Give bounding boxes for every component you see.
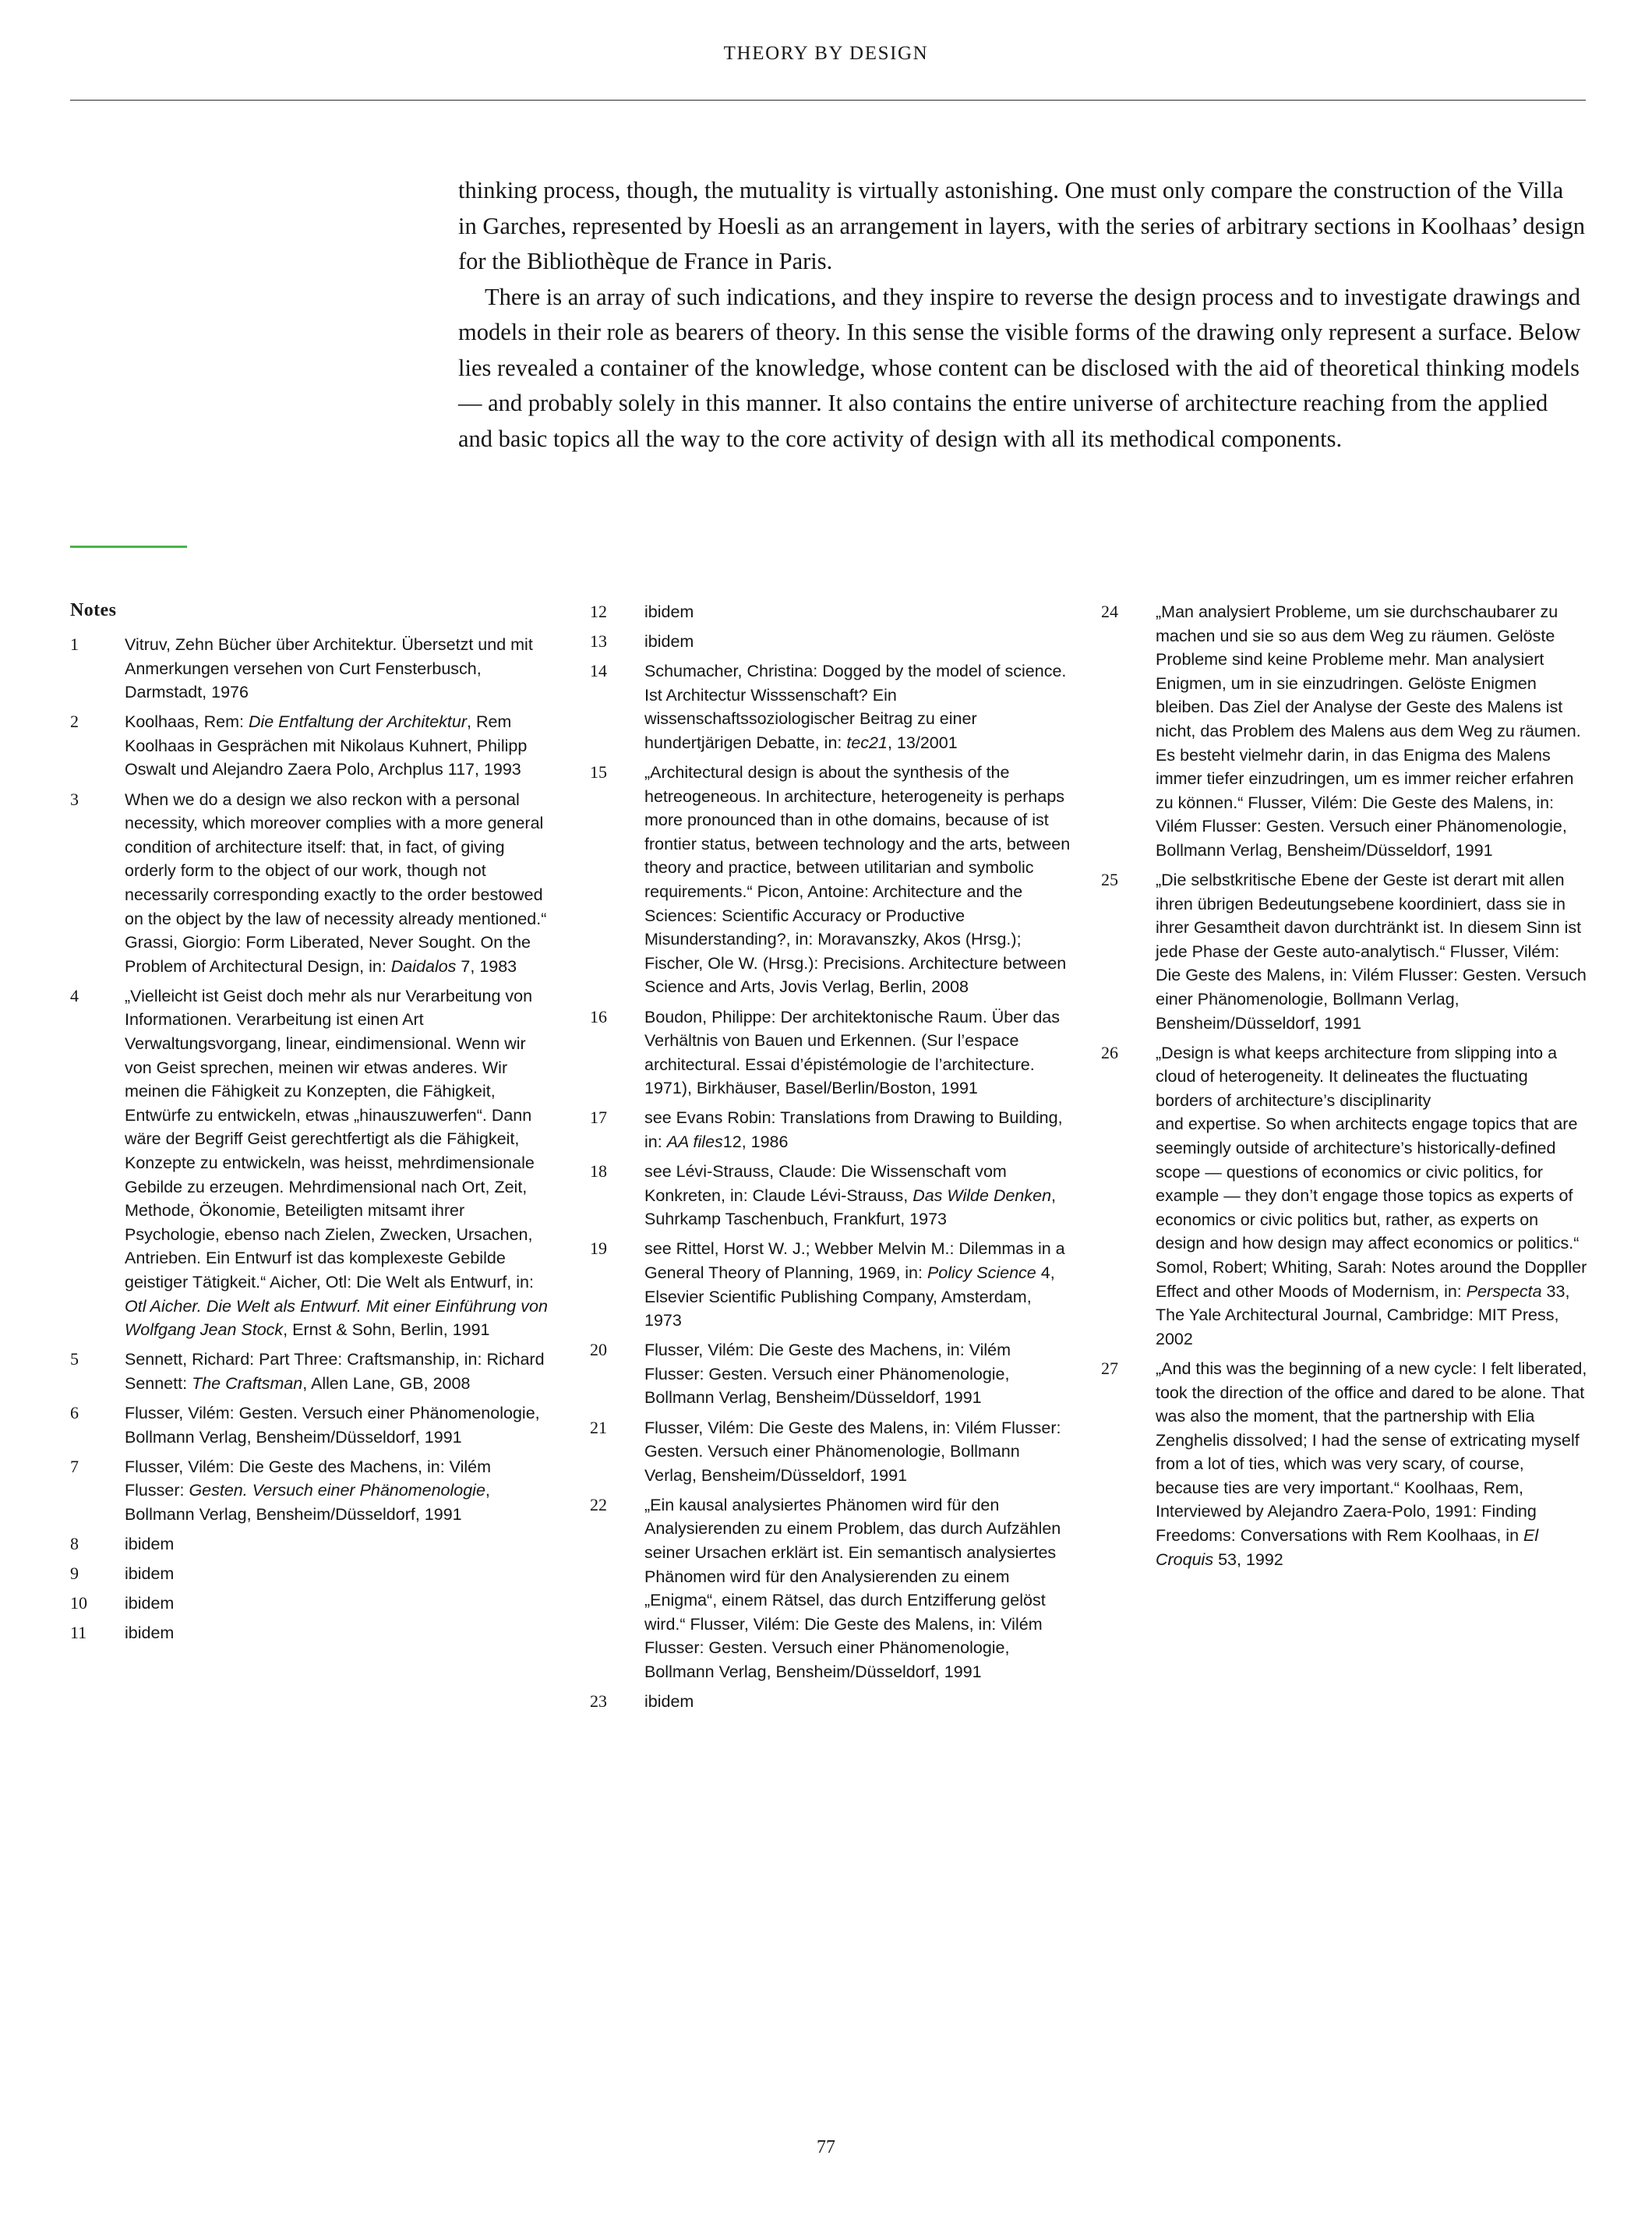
note-number: 22: [590, 1494, 607, 1514]
note-entry: [70, 1455, 553, 1527]
running-head: THEORY BY DESIGN: [723, 43, 929, 64]
note-number: 7: [70, 1456, 79, 1476]
note-number: 2: [70, 712, 79, 732]
header-divider: [70, 100, 1586, 101]
notes-column-2: [590, 600, 1073, 1719]
note-entry: [70, 1348, 553, 1395]
note-number: 12: [590, 602, 607, 621]
note-entry: [70, 1532, 553, 1556]
note-text: Flusser, Vilém: Die Geste des Machens, in: Vilém Flusser: Gesten. Versuch einer Phänomenologie, Bollmann Verlag, Bensheim/Düsseldorf, 1991: [644, 1341, 1011, 1408]
note-text: „Architectural design is about the synthesis of the hetreogeneous. In architecture, heterogeneity is perhaps more pronounced than in othe domains, because of ist frontier status, between technology and the arts, between theory and practice, between utilitarian and symbolic requirements.“ Picon, Antoine: Architecture and the Sciences: Scientific Accuracy or Productive Misunderstanding?, in: Moravanszky, Akos (Hrsg.); Fischer, Ole W. (Hrsg.): Precisions. Architecture between Science and Arts, Jovis Verlag, Berlin, 2008: [644, 763, 1071, 997]
note-number: 1: [70, 634, 79, 654]
note-text: see Rittel, Horst W. J.; Webber Melvin M.: Dilemmas in a General Theory of Planning, 1969, in: Policy Science 4, Elsevier Scientific Publishing Company, Amsterdam, 1973: [644, 1239, 1065, 1330]
note-entry: [590, 1160, 1073, 1231]
note-entry: [70, 1621, 553, 1645]
note-entry: [590, 659, 1073, 754]
note-entry: [1101, 1041, 1588, 1352]
note-number: 19: [590, 1238, 607, 1259]
note-text: Flusser, Vilém: Gesten. Versuch einer Phänomenologie, Bollmann Verlag, Bensheim/Düsseldorf, 1991: [125, 1403, 540, 1447]
note-text: „And this was the beginning of a new cycle: I felt liberated, took the direction of the office and dared to be alone. That was also the moment, that the partnership with Elia Zenghelis dissolved; I had the sense of extricating myself from a lot of ties, which was very scary, of course, because ties are very important.“ Koolhaas, Rem, Interviewed by Alejandro Zaera-Polo, 1991: Finding Freedoms: Conversations with Rem Koolhaas, in El Croquis 53, 1992: [1156, 1359, 1587, 1569]
note-text: „Design is what keeps architecture from slipping into a cloud of heterogeneity. It delineates the fluctuating borders of architecture’s disciplinarity and expertise. So when architects engage topics that are seemingly outside of architecture’s historically-defined scope — questions of economics or civic politics, for example — they don’t engage those topics as experts of economics or civic politics but, rather, as experts on design and how design may affect economics or politics.“ Somol, Robert; Whiting, Sarah: Notes around the Doppller Effect and other Moods of Modernism, in: Perspecta 33, The Yale Architectural Journal, Cambridge: MIT Press, 2002: [1156, 1043, 1587, 1348]
note-text: ibidem: [125, 1534, 175, 1553]
note-entry: [70, 1592, 553, 1616]
note-number: 13: [590, 631, 607, 652]
note-entry: [590, 1106, 1073, 1154]
note-text: ibidem: [125, 1624, 175, 1643]
note-entry: [70, 1562, 553, 1586]
note-number: 11: [70, 1623, 87, 1643]
note-number: 18: [590, 1161, 607, 1182]
note-number: 20: [590, 1340, 607, 1360]
note-text: When we do a design we also reckon with a personal necessity, which moreover complies with a more general condition of architecture itself: that, in fact, of giving orderly form to the object of our work, though not necessarily corresponding exactly to the order bestowed on the object by the law of necessity already mentioned.“ Grassi, Giorgio: Form Liberated, Never Sought. On the Problem of Architectural Design, in: Daidalos 7, 1983: [125, 790, 547, 976]
note-entry: [590, 1493, 1073, 1684]
note-number: 26: [1101, 1042, 1118, 1062]
note-text: Sennett, Richard: Part Three: Craftsmanship, in: Richard Sennett: The Craftsman, Allen Lane, GB, 2008: [125, 1350, 545, 1393]
note-entry: [1101, 868, 1588, 1035]
note-text: ibidem: [125, 1594, 175, 1613]
note-text: „Vielleicht ist Geist doch mehr als nur Verarbeitung von Informationen. Verarbeitung ist einen Art Verwaltungsvorgang, linear, eindimensional. Wenn wir von Geist sprechen, meinen wir etwas anderes. Wir meinen die Fähigkeit zu Konzepten, die Fähigkeit, Entwürfe zu entwickeln, etwas „hinauszuwerfen“. Dann wäre der Begriff Geist gerechtfertigt als die Fähigkeit, Konzepte zu entwickeln, was heisst, mehrdimensionale Gebilde zu erzeugen. Mehrdimensional nach Ort, Zeit, Methode, Ökonomie, Beteiligten mitsamt ihrer Psychologie, ebenso nach Zielen, Zwecken, Ursachen, Antrieben. Ein Entwurf ist das komplexeste Gebilde geistiger Tätigkeit.“ Aicher, Otl: Die Welt als Entwurf, in: Otl Aicher. Die Welt als Entwurf. Mit einer Einführung von Wolfgang Jean Stock, Ernst & Sohn, Berlin, 1991: [125, 986, 548, 1340]
note-text: Vitruv, Zehn Bücher über Architektur. Übersetzt und mit Anmerkungen versehen von Curt Fensterbusch, Darmstadt, 1976: [125, 635, 533, 702]
note-entry: [590, 600, 1073, 624]
note-text: ibidem: [644, 1692, 694, 1712]
page-number: 77: [817, 2137, 835, 2157]
note-entry: [70, 633, 553, 705]
note-number: 24: [1101, 602, 1118, 621]
notes-heading: Notes: [70, 600, 117, 620]
note-entry: [590, 630, 1073, 654]
note-entry: [590, 1237, 1073, 1332]
note-entry: [590, 761, 1073, 999]
note-number: 5: [70, 1349, 79, 1369]
note-number: 17: [590, 1108, 607, 1128]
note-entry: [70, 984, 553, 1342]
body-paragraph-2: There is an array of such indications, and they inspire to reverse the design process and to investigate drawings and models in their role as bearers of theory. In this sense the visible forms of the drawing only represent a surface. Below lies revealed a container of the knowledge, whose content can be disclosed with the aid of theoretical thinking models — and probably solely in this manner. It also contains the entire universe of architecture reaching from the applied and basic topics all the way to the core activity of design with all its methodical components.: [458, 283, 1581, 452]
body-text: [458, 173, 1587, 457]
note-text: Boudon, Philippe: Der architektonische Raum. Über das Verhältnis von Bauen und Erkennen. (Sur l’espace architectural. Essai d’épistémologie de l’architecture. 1971), Birkhäuser, Basel/Berlin/Boston, 1991: [644, 1007, 1061, 1098]
note-number: 9: [70, 1563, 79, 1583]
note-entry: [1101, 600, 1588, 863]
note-entry: [590, 1338, 1073, 1410]
note-number: 21: [590, 1417, 607, 1437]
body-paragraph-1: thinking process, though, the mutuality is virtually astonishing. One must only compare the construction of the Villa in Garches, represented by Hoesli as an arrangement in layers, with the series of arbitrary sections in Koolhaas’ design for the Bibliothèque de France in Paris.: [458, 177, 1586, 274]
note-text: Flusser, Vilém: Die Geste des Machens, in: Vilém Flusser: Gesten. Versuch einer Phänomenologie, Bollmann Verlag, Bensheim/Düsseldorf, 1991: [125, 1457, 492, 1524]
note-entry: [590, 1416, 1073, 1488]
note-entry: [70, 710, 553, 782]
note-text: „Man analysiert Probleme, um sie durchschaubarer zu machen und sie so aus dem Weg zu räumen. Gelöste Probleme sind keine Probleme mehr. Man analysiert Enigmen, um in sie einzudringen. Gelöste Enigmen bleiben. Das Ziel der Analyse der Geste des Malens ist nicht, das Problem des Malens aus dem Weg zu räumen. Es besteht vielmehr darin, in das Enigma des Malens immer tiefer einzudringen, um es immer reicher erfahren zu können.“ Flusser, Vilém: Die Geste des Malens, in: Vilém Flusser: Gesten. Versuch einer Phänomenologie, Bollmann Verlag, Bensheim/Düsseldorf, 1991: [1156, 602, 1581, 860]
note-number: 15: [590, 762, 607, 783]
note-text: Schumacher, Christina: Dogged by the model of science. Ist Architectur Wisssenschaft? Ein wissenschaftssoziologischer Beitrag zu einer hundertjärigen Debatte, in: tec21, 13/2001: [644, 662, 1067, 752]
note-text: „Ein kausal analysiertes Phänomen wird für den Analysierenden zu einem Problem, das durch Aufzählen seiner Ursachen erklärt ist. Ein semantisch analysiertes Phänomen wird für den Analysierenden zu einem „Enigma“, einem Rätsel, das durch Entzifferung gelöst wird.“ Flusser, Vilém: Die Geste des Malens, in: Vilém Flusser: Gesten. Versuch einer Phänomenologie, Bollmann Verlag, Bensheim/Düsseldorf, 1991: [644, 1495, 1061, 1681]
note-text: ibidem: [644, 602, 694, 621]
note-number: 6: [70, 1402, 79, 1422]
note-text: ibidem: [644, 632, 694, 652]
note-number: 8: [70, 1533, 79, 1553]
note-number: 10: [70, 1593, 87, 1613]
note-entry: [70, 1401, 553, 1449]
note-number: 4: [70, 985, 79, 1005]
note-entry: [1101, 1357, 1588, 1571]
note-entry: [70, 788, 553, 979]
note-text: see Lévi-Strauss, Claude: Die Wissenschaft vom Konkreten, in: Claude Lévi-Strauss, Das Wilde Denken, Suhrkamp Taschenbuch, Frankfurt, 1973: [644, 1162, 1057, 1229]
note-text: Koolhaas, Rem: Die Entfaltung der Architektur, Rem Koolhaas in Gesprächen mit Nikolaus Kuhnert, Philipp Oswalt und Alejandro Zaera Polo, Archplus 117, 1993: [125, 712, 528, 779]
note-number: 14: [590, 661, 607, 681]
note-text: ibidem: [125, 1564, 175, 1583]
note-number: 27: [1101, 1358, 1118, 1378]
note-text: „Die selbstkritische Ebene der Geste ist derart mit allen ihren übrigen Bedeutungsebene koordiniert, dass sie in ihrer Gesamtheit davon durchtränkt ist. In diesem Sinn ist jede Phase der Geste auto-analytisch.“ Flusser, Vilém: Die Geste des Malens, in: Vilém Flusser: Gesten. Versuch einer Phänomenologie, Bollmann Verlag, Bensheim/Düsseldorf, 1991: [1156, 871, 1587, 1033]
note-entry: [590, 1005, 1073, 1101]
note-number: 16: [590, 1006, 607, 1026]
note-number: 3: [70, 789, 79, 809]
notes-column-1: [70, 633, 553, 1651]
note-number: 23: [590, 1691, 607, 1712]
notes-column-3: [1101, 600, 1588, 1578]
note-number: 25: [1101, 870, 1118, 890]
note-entry: [590, 1690, 1073, 1714]
accent-rule: [70, 546, 187, 548]
note-text: Flusser, Vilém: Die Geste des Malens, in: Vilém Flusser: Gesten. Versuch einer Phänomenologie, Bollmann Verlag, Bensheim/Düsseldorf, 1991: [644, 1418, 1061, 1485]
note-text: see Evans Robin: Translations from Drawing to Building, in: AA files12, 1986: [644, 1108, 1063, 1151]
